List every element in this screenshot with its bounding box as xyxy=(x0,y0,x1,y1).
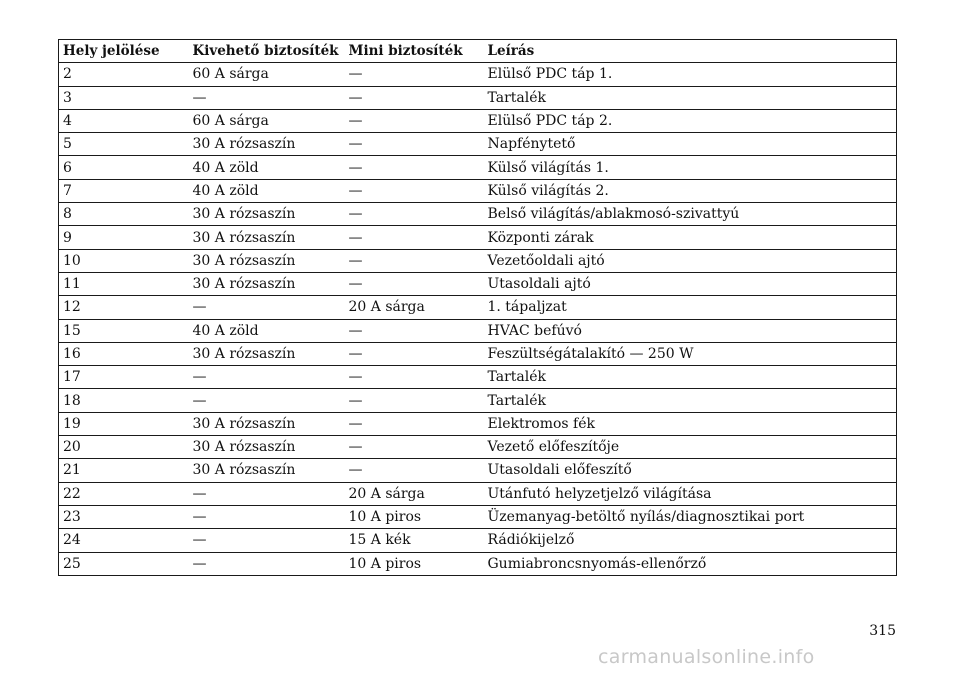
cell-mini-fuse: — xyxy=(345,459,484,482)
cell-mini-fuse: 10 A piros xyxy=(345,505,484,528)
cell-description: Feszültségátalakító — 250 W xyxy=(484,342,897,365)
cell-cartridge-fuse: 30 A rózsaszín xyxy=(189,412,345,435)
table-row xyxy=(59,86,897,109)
table-row xyxy=(59,482,897,505)
cell-location: 24 xyxy=(59,529,189,552)
table-row xyxy=(59,552,897,575)
cell-description: Üzemanyag-betöltő nyílás/diagnosztikai port xyxy=(484,505,897,528)
cell-description: HVAC befúvó xyxy=(484,319,897,342)
cell-location: 19 xyxy=(59,412,189,435)
cell-mini-fuse: — xyxy=(345,226,484,249)
cell-cartridge-fuse: — xyxy=(189,389,345,412)
cell-location: 15 xyxy=(59,319,189,342)
cell-description: Napfénytető xyxy=(484,133,897,156)
cell-mini-fuse: — xyxy=(345,156,484,179)
cell-location: 25 xyxy=(59,552,189,575)
cell-mini-fuse: — xyxy=(345,436,484,459)
table-row xyxy=(59,366,897,389)
table-row xyxy=(59,436,897,459)
table-row xyxy=(59,109,897,132)
cell-description: Utánfutó helyzetjelző világítása xyxy=(484,482,897,505)
cell-location: 17 xyxy=(59,366,189,389)
cell-cartridge-fuse: — xyxy=(189,552,345,575)
cell-cartridge-fuse: 40 A zöld xyxy=(189,319,345,342)
cell-mini-fuse: — xyxy=(345,109,484,132)
cell-cartridge-fuse: 30 A rózsaszín xyxy=(189,436,345,459)
table-row xyxy=(59,319,897,342)
cell-mini-fuse: 15 A kék xyxy=(345,529,484,552)
cell-mini-fuse: — xyxy=(345,86,484,109)
fuse-table xyxy=(58,39,897,576)
cell-mini-fuse: — xyxy=(345,179,484,202)
watermark: carmanualsonline.info xyxy=(598,646,815,668)
table-row xyxy=(59,505,897,528)
cell-description: Tartalék xyxy=(484,86,897,109)
cell-cartridge-fuse: 30 A rózsaszín xyxy=(189,133,345,156)
table-row xyxy=(59,63,897,86)
cell-location: 18 xyxy=(59,389,189,412)
cell-mini-fuse: 10 A piros xyxy=(345,552,484,575)
cell-mini-fuse: — xyxy=(345,319,484,342)
cell-mini-fuse: — xyxy=(345,249,484,272)
cell-mini-fuse: — xyxy=(345,133,484,156)
cell-mini-fuse: — xyxy=(345,203,484,226)
cell-cartridge-fuse: 40 A zöld xyxy=(189,179,345,202)
cell-location: 22 xyxy=(59,482,189,505)
cell-cartridge-fuse: — xyxy=(189,296,345,319)
cell-mini-fuse: — xyxy=(345,366,484,389)
table-row xyxy=(59,179,897,202)
cell-description: Elülső PDC táp 1. xyxy=(484,63,897,86)
cell-cartridge-fuse: 40 A zöld xyxy=(189,156,345,179)
cell-cartridge-fuse: — xyxy=(189,366,345,389)
cell-cartridge-fuse: 30 A rózsaszín xyxy=(189,459,345,482)
cell-mini-fuse: 20 A sárga xyxy=(345,482,484,505)
cell-description: Központi zárak xyxy=(484,226,897,249)
cell-description: Külső világítás 2. xyxy=(484,179,897,202)
cell-location: 11 xyxy=(59,272,189,295)
cell-description: Vezető előfeszítője xyxy=(484,436,897,459)
cell-mini-fuse: — xyxy=(345,63,484,86)
page-number: 315 xyxy=(869,623,896,639)
cell-mini-fuse: — xyxy=(345,412,484,435)
table-row xyxy=(59,389,897,412)
cell-description: Külső világítás 1. xyxy=(484,156,897,179)
table-row xyxy=(59,529,897,552)
cell-description: Elülső PDC táp 2. xyxy=(484,109,897,132)
cell-location: 20 xyxy=(59,436,189,459)
cell-location: 21 xyxy=(59,459,189,482)
cell-cartridge-fuse: 60 A sárga xyxy=(189,109,345,132)
cell-description: Tartalék xyxy=(484,366,897,389)
cell-location: 4 xyxy=(59,109,189,132)
cell-mini-fuse: 20 A sárga xyxy=(345,296,484,319)
cell-location: 10 xyxy=(59,249,189,272)
table-row xyxy=(59,203,897,226)
table-row xyxy=(59,226,897,249)
cell-cartridge-fuse: — xyxy=(189,86,345,109)
cell-location: 6 xyxy=(59,156,189,179)
cell-description: Vezetőoldali ajtó xyxy=(484,249,897,272)
cell-cartridge-fuse: — xyxy=(189,505,345,528)
cell-location: 8 xyxy=(59,203,189,226)
cell-description: Elektromos fék xyxy=(484,412,897,435)
cell-cartridge-fuse: — xyxy=(189,529,345,552)
table-row xyxy=(59,342,897,365)
table-row xyxy=(59,412,897,435)
cell-location: 2 xyxy=(59,63,189,86)
table-row xyxy=(59,133,897,156)
cell-description: Tartalék xyxy=(484,389,897,412)
table-header-row xyxy=(59,40,897,63)
column-header-mini-fuse: Mini biztosíték xyxy=(345,40,484,63)
cell-mini-fuse: — xyxy=(345,342,484,365)
table-row xyxy=(59,249,897,272)
cell-location: 12 xyxy=(59,296,189,319)
cell-location: 7 xyxy=(59,179,189,202)
cell-location: 3 xyxy=(59,86,189,109)
cell-location: 23 xyxy=(59,505,189,528)
table-row xyxy=(59,296,897,319)
cell-description: Rádiókijelző xyxy=(484,529,897,552)
cell-location: 5 xyxy=(59,133,189,156)
cell-cartridge-fuse: 30 A rózsaszín xyxy=(189,272,345,295)
cell-mini-fuse: — xyxy=(345,389,484,412)
cell-location: 9 xyxy=(59,226,189,249)
cell-description: 1. tápaljzat xyxy=(484,296,897,319)
cell-location: 16 xyxy=(59,342,189,365)
cell-cartridge-fuse: 30 A rózsaszín xyxy=(189,203,345,226)
column-header-location: Hely jelölése xyxy=(59,40,189,63)
table-row xyxy=(59,156,897,179)
column-header-description: Leírás xyxy=(484,40,897,63)
column-header-cartridge-fuse: Kivehető biztosíték xyxy=(189,40,345,63)
cell-description: Utasoldali ajtó xyxy=(484,272,897,295)
cell-description: Belső világítás/ablakmosó-szivattyú xyxy=(484,203,897,226)
cell-cartridge-fuse: 30 A rózsaszín xyxy=(189,226,345,249)
table-row xyxy=(59,459,897,482)
cell-cartridge-fuse: 30 A rózsaszín xyxy=(189,342,345,365)
table-row xyxy=(59,272,897,295)
cell-mini-fuse: — xyxy=(345,272,484,295)
cell-description: Gumiabroncsnyomás-ellenőrző xyxy=(484,552,897,575)
cell-cartridge-fuse: 60 A sárga xyxy=(189,63,345,86)
cell-cartridge-fuse: 30 A rózsaszín xyxy=(189,249,345,272)
cell-cartridge-fuse: — xyxy=(189,482,345,505)
cell-description: Utasoldali előfeszítő xyxy=(484,459,897,482)
